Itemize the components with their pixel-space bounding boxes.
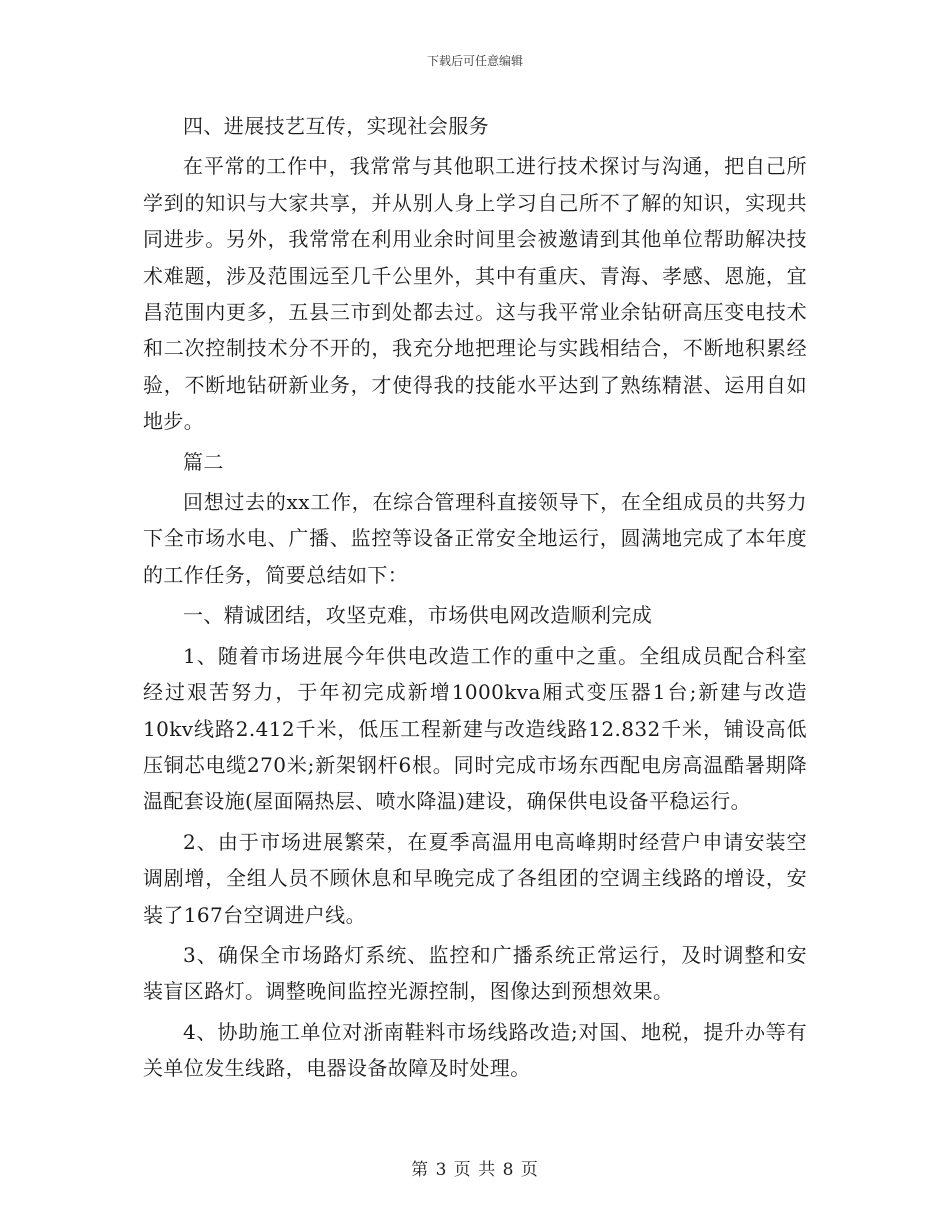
page-number-footer: 第 3 页 共 8 页 bbox=[411, 1160, 539, 1180]
paragraph: 2、由于市场进展繁荣，在夏季高温用电高峰期时经营户申请安装空调剧增，全组人员不顾休息和早晚完成了各组团的空调主线路的增设，安装了167台空调进户线。 bbox=[143, 829, 807, 927]
paragraph: 4、协助施工单位对浙南鞋料市场线路改造;对国、地税，提升办等有关单位发生线路，电器设备故障及时处理。 bbox=[143, 1019, 807, 1081]
page-header: 下载后可任意编辑 bbox=[426, 54, 523, 68]
chapter-heading: 篇二 bbox=[183, 449, 224, 474]
paragraph: 回想过去的xx工作，在综合管理科直接领导下，在全组成员的共努力下全市场水电、广播、监控等设备正常安全地运行，圆满地完成了本年度的工作任务，简要总结如下： bbox=[143, 490, 807, 587]
paragraph: 3、确保全市场路灯系统、监控和广播系统正常运行，及时调整和安装盲区路灯。调整晚间监控光源控制，图像达到预想效果。 bbox=[143, 942, 807, 1004]
paragraph: 在平常的工作中，我常常与其他职工进行技术探讨与沟通，把自己所学到的知识与大家共享，并从别人身上学习自己所不了解的知识，实现共同进步。另外，我常常在利用业余时间里会被邀请到其他单位帮助解决技术难题，涉及范围远至几千公里外，其中有重庆、青海、孝感、恩施，宜昌范围内更多，五县三市到处都去过。这与我平常业余钻研高压变电技术和二次控制技术分不开的，我充分地把理论与实践相结合，不断地积累经验，不断地钻研新业务，才使得我的技能水平达到了熟练精湛、运用自如地步。 bbox=[143, 154, 807, 434]
document-body bbox=[143, 108, 807, 1087]
section-heading-1: 一、精诚团结，攻坚克难，市场供电网改造顺利完成 bbox=[183, 603, 653, 628]
section-heading-4: 四、进展技艺互传，实现社会服务 bbox=[183, 114, 489, 138]
paragraph: 1、随着市场进展今年供电改造工作的重中之重。全组成员配合科室经过艰苦努力，于年初完成新增1000kva厢式变压器1台;新建与改造10kv线路2.412千米，低压工程新建与改造线路12.832千米，铺设高低压铜芯电缆270米;新架钢杆6根。同时完成市场东西配电房高温酷暑期降温配套设施(屋面隔热层、喷水降温)建设，确保供电设备平稳运行。 bbox=[143, 643, 807, 814]
